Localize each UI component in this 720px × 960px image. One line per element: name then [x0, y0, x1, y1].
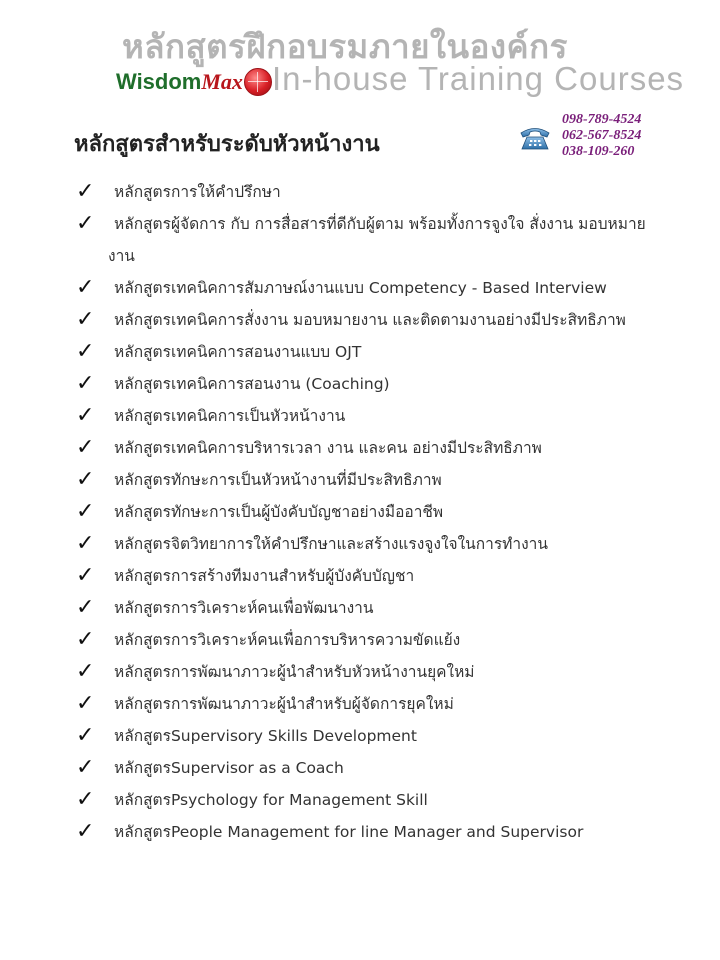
telephone-icon — [518, 124, 552, 152]
checkmark-icon: ✓ — [76, 179, 95, 204]
wisdommax-logo — [116, 66, 272, 98]
course-title: หลักสูตรการสร้างทีมงานสำหรับผู้บังคับบัญชา — [114, 567, 415, 585]
checkmark-icon: ✓ — [76, 307, 95, 332]
list-item — [76, 272, 706, 304]
checkmark-icon: ✓ — [76, 371, 95, 396]
course-title: หลักสูตรเทคนิคการสอนงานแบบ OJT — [114, 343, 362, 361]
header-english-title: In-house Training Courses — [272, 60, 685, 97]
course-title: หลักสูตรจิตวิทยาการให้คำปรึกษาและสร้างแรงจูงใจในการทำงาน — [114, 535, 548, 553]
phone-number[interactable]: 098-789-4524 — [562, 112, 642, 127]
course-title: หลักสูตรทักษะการเป็นผู้บังคับบัญชาอย่างมืออาชีพ — [114, 503, 444, 521]
checkmark-icon: ✓ — [76, 403, 95, 428]
checkmark-icon: ✓ — [76, 691, 95, 716]
course-title: หลักสูตรการให้คำปรึกษา — [114, 183, 281, 201]
checkmark-icon: ✓ — [76, 499, 95, 524]
course-title: หลักสูตรผู้จัดการ กับ การสื่อสารที่ดีกับผู้ตาม พร้อมทั้งการจูงใจ สั่งงาน มอบหมาย — [114, 215, 646, 233]
course-title: หลักสูตรการวิเคราะห์คนเพื่อพัฒนางาน — [114, 599, 374, 617]
course-title-continuation: งาน — [108, 247, 135, 265]
checkmark-icon: ✓ — [76, 531, 95, 556]
list-item — [76, 624, 706, 656]
list-item — [76, 720, 706, 752]
list-item — [76, 592, 706, 624]
checkmark-icon: ✓ — [76, 755, 95, 780]
checkmark-icon: ✓ — [76, 627, 95, 652]
checkmark-icon: ✓ — [76, 723, 95, 748]
list-item — [76, 784, 706, 816]
logo-max-text: Max — [201, 69, 243, 94]
logo-wisdom-text: Wisdom — [116, 69, 202, 94]
course-title: หลักสูตรPeople Management for line Manager and Supervisor — [114, 823, 584, 841]
list-item — [76, 496, 706, 528]
globe-icon — [244, 68, 272, 96]
section-title: หลักสูตรสำหรับระดับหัวหน้างาน — [74, 132, 380, 157]
checkmark-icon: ✓ — [76, 595, 95, 620]
course-title: หลักสูตรการพัฒนาภาวะผู้นำสำหรับผู้จัดการยุคใหม่ — [114, 695, 454, 713]
course-title: หลักสูตรเทคนิคการบริหารเวลา งาน และคน อย่างมีประสิทธิภาพ — [114, 439, 542, 457]
list-item — [76, 464, 706, 496]
course-list — [76, 176, 706, 848]
course-title: หลักสูตรSupervisory Skills Development — [114, 727, 417, 745]
phone-number[interactable]: 038-109-260 — [562, 144, 635, 159]
course-title: หลักสูตรเทคนิคการสัมภาษณ์งานแบบ Competency - Based Interview — [114, 279, 607, 297]
course-title: หลักสูตรการพัฒนาภาวะผู้นำสำหรับหัวหน้างานยุคใหม่ — [114, 663, 475, 681]
checkmark-icon: ✓ — [76, 819, 95, 844]
checkmark-icon: ✓ — [76, 435, 95, 460]
list-item — [76, 176, 706, 208]
list-item — [76, 688, 706, 720]
checkmark-icon: ✓ — [76, 467, 95, 492]
checkmark-icon: ✓ — [76, 659, 95, 684]
checkmark-icon: ✓ — [76, 563, 95, 588]
list-item — [76, 816, 706, 848]
list-item — [76, 560, 706, 592]
list-item — [76, 400, 706, 432]
list-item — [76, 208, 706, 272]
course-title: หลักสูตรSupervisor as a Coach — [114, 759, 344, 777]
checkmark-icon: ✓ — [76, 339, 95, 364]
course-title: หลักสูตรเทคนิคการสอนงาน (Coaching) — [114, 375, 390, 393]
course-title: หลักสูตรPsychology for Management Skill — [114, 791, 428, 809]
course-title: หลักสูตรเทคนิคการเป็นหัวหน้างาน — [114, 407, 346, 425]
course-title: หลักสูตรทักษะการเป็นหัวหน้างานที่มีประสิทธิภาพ — [114, 471, 442, 489]
list-item — [76, 336, 706, 368]
checkmark-icon: ✓ — [76, 275, 95, 300]
list-item — [76, 656, 706, 688]
phone-numbers — [562, 112, 641, 160]
list-item — [76, 368, 706, 400]
course-title: หลักสูตรการวิเคราะห์คนเพื่อการบริหารความขัดแย้ง — [114, 631, 461, 649]
list-item — [76, 304, 706, 336]
checkmark-icon: ✓ — [76, 211, 95, 236]
list-item — [76, 752, 706, 784]
course-title: หลักสูตรเทคนิคการสั่งงาน มอบหมายงาน และติดตามงานอย่างมีประสิทธิภาพ — [114, 311, 626, 329]
phone-number[interactable]: 062-567-8524 — [562, 128, 642, 143]
list-item — [76, 432, 706, 464]
header-thai-title: หลักสูตรฝึกอบรมภายในองค์กร — [122, 27, 568, 66]
checkmark-icon: ✓ — [76, 787, 95, 812]
list-item — [76, 528, 706, 560]
